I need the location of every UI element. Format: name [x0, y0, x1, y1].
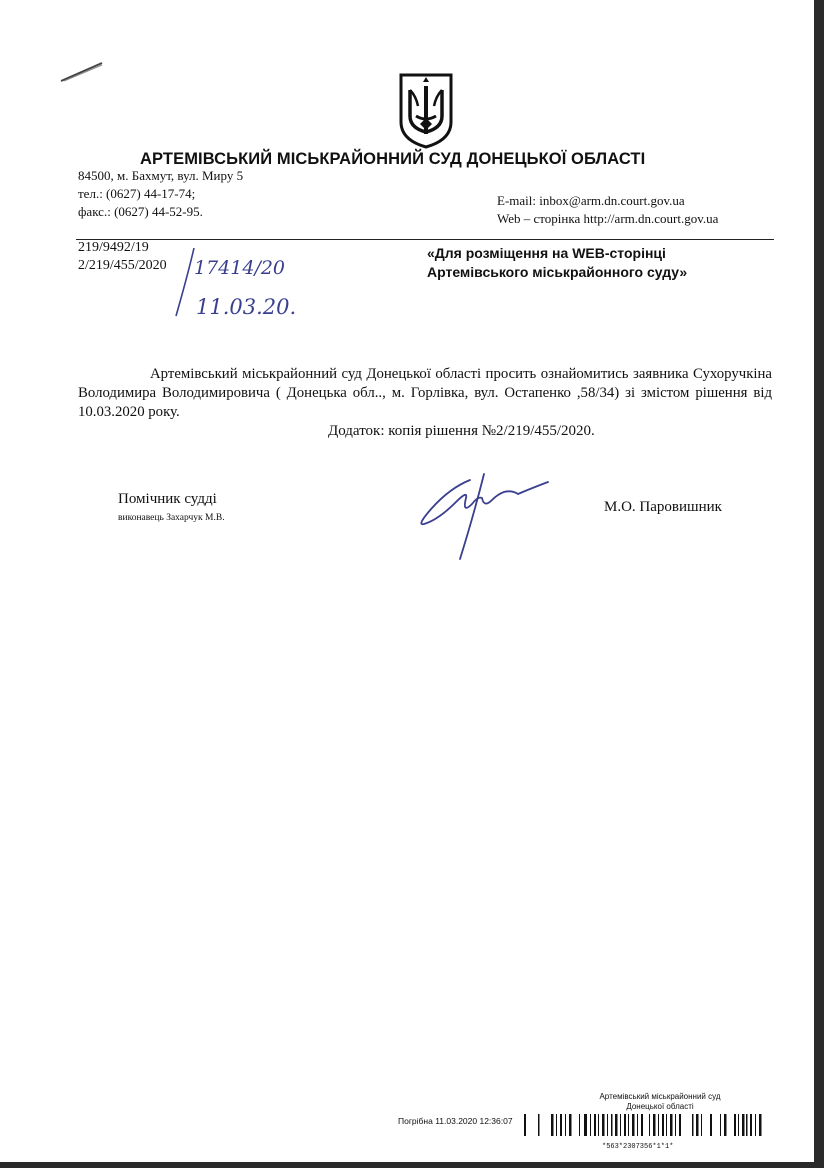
- handwritten-registration: [168, 244, 318, 326]
- court-email: E-mail: inbox@arm.dn.court.gov.ua: [497, 193, 685, 208]
- court-website: Web – сторінка http://arm.dn.court.gov.ua: [497, 211, 719, 226]
- attachment-line: Додаток: копія рішення №2/219/455/2020.: [328, 423, 595, 439]
- barcode-text: *563*2307356*1*1*: [602, 1143, 674, 1151]
- signatory-name: М.О. Паровишник: [604, 499, 722, 515]
- court-address: 84500, м. Бахмут, вул. Миру 5: [78, 168, 244, 183]
- stamp-court-name: [580, 1092, 740, 1112]
- stray-mark: [58, 60, 106, 84]
- stamp-court-line1: Артемівський міськрайонний суд: [599, 1092, 721, 1101]
- handwritten-outgoing-date: 11.03.20.: [196, 295, 297, 319]
- web-notice-line2: Артемівського міськрайонного суду»: [427, 264, 688, 280]
- handwritten-outgoing-number: 17414/20: [194, 257, 286, 279]
- court-fax: факс.: (0627) 44-52-95.: [78, 204, 203, 219]
- header-divider: [76, 239, 774, 240]
- trident-coat-of-arms-icon: [396, 72, 456, 150]
- signatory-role: Помічник судді: [118, 491, 217, 507]
- handwritten-signature: [412, 464, 562, 564]
- case-number: 219/9492/19: [78, 240, 149, 255]
- letter-body: [78, 365, 772, 422]
- barcode: [524, 1110, 774, 1140]
- stamp-received: Погрібна 11.03.2020 12:36:07: [398, 1116, 513, 1126]
- web-notice-line1: «Для розміщення на WEB-сторінці: [427, 245, 666, 261]
- scan-border-bottom: [0, 1162, 824, 1168]
- executor-name: виконавець Захарчук М.В.: [118, 513, 225, 523]
- stamp-court-line2: Донецької області: [626, 1102, 694, 1111]
- court-phone: тел.: (0627) 44-17-74;: [78, 186, 196, 201]
- scan-border-right: [814, 0, 824, 1168]
- body-paragraph: Артемівський міськрайонний суд Донецької області просить ознайомитись заявника Сухоручкіна Володимира Володимировича ( Донецька обл.., м. Горлівка, вул. Остапенко ,58/34) зі змістом рішення від 10.03.2020 року.: [78, 366, 772, 420]
- court-name: АРТЕМІВСЬКИЙ МІСЬКРАЙОННИЙ СУД ДОНЕЦЬКОЇ ОБЛАСТІ: [140, 150, 646, 168]
- web-placement-notice: [427, 244, 687, 282]
- proceeding-number: 2/219/455/2020: [78, 258, 167, 273]
